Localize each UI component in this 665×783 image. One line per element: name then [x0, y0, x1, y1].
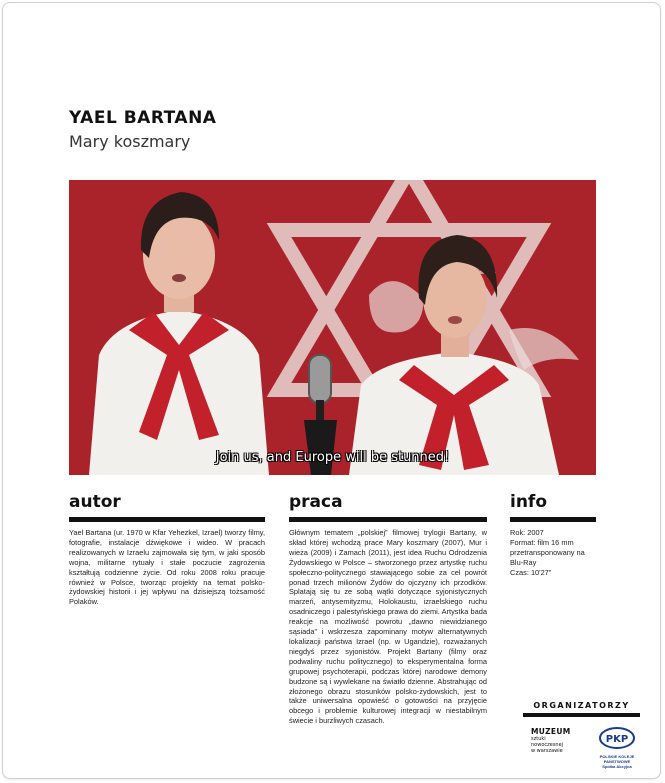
info-section	[510, 492, 596, 578]
autor-section	[69, 492, 265, 607]
film-still-image	[69, 180, 596, 475]
praca-text: Głównym tematem „polskiej” filmowej trylogii Bartany, w skład której wchodzą prace Mary koszmary (2007), Mur i wieża (2009) i Zamach (2011), jest idea Ruchu Odrodzenia Żydowskiego w Polsce – stworzonego przez artystkę ruchu społeczno-politycznego stawiającego sobie za cel powrót ponad trzech milionów Żydów do ojczyzny ich przodków. Splatają się tu ze sobą wątki dotyczące syjonistycznych marzeń, antysemityzmu, Holokaustu, izraelskiego ruchu osadniczego i palestyńskiego prawa do ziemi. Artystka bada reakcje na możliwość powrotu „dawno niewidzianego sąsiada” i wskrzesza zapominany motyw alternatywnych lokalizacji państwa Izrael (np. w Ugandzie), rozważanych niegdyś przez syjonistów. Projekt Bartany (filmy oraz podwaliny ruchu politycznego) to eksperymentalna forma grupowej psychoterapii, podczas której narodowe demony budzone są i wywlekane na światło dzienne. Abstrahując od złożonego obrazu stosunków polsko-żydowskich, jest to także uniwersalna opowieść o gotowości na przyjęcie obcego i problemie kulturowej integracji w niestabilnym świecie i burzliwych czasach.	[289, 528, 487, 726]
film-still	[69, 180, 596, 475]
video-subtitle: Join us, and Europe will be stunned!	[215, 450, 450, 465]
organizers-section	[523, 701, 640, 773]
info-line-year: Rok: 2007	[510, 528, 544, 537]
info-line-format: Format: film 16 mm przetransponowany na Blu-Ray	[510, 537, 585, 567]
work-title: Mary koszmary	[69, 132, 191, 151]
info-line-duration: Czas: 10'27"	[510, 567, 552, 577]
organizers-title: ORGANIZATORZY	[533, 701, 630, 710]
praca-heading: praca	[289, 492, 343, 512]
info-heading: info	[510, 492, 548, 512]
pkp-emblem-icon	[599, 727, 635, 749]
svg-text:PKP: PKP	[605, 734, 629, 745]
artist-name: YAEL BARTANA	[69, 108, 217, 128]
organizer-logos	[523, 727, 640, 773]
pkp-logo: PKP POLSKIE KOLEJE PAŃSTWOWE Spółka Akcyjna	[593, 727, 641, 769]
organizers-rule	[523, 713, 640, 717]
info-rule	[510, 517, 596, 522]
autor-text: Yael Bartana (ur. 1970 w Kfar Yehezkel, Izrael) tworzy filmy, fotografie, instalacje dźwiękowe i wideo. W pracach realizowanych w Izraelu zajmowała się tym, w jaki sposób wojna, militarne rytuały i stałe poczucie zagrożenia kształtują codzienne życie. Od roku 2008 roku pracuje również w Polsce, tworząc projekty na temat polsko-żydowskiej historii i jej wpływu na dzisiejszą tożsamość Polaków.	[69, 528, 265, 607]
autor-heading: autor	[69, 492, 121, 512]
praca-section	[289, 492, 487, 726]
muzeum-logo: MUZEUM sztuki nowoczesnej w warszawie	[531, 727, 571, 754]
praca-rule	[289, 517, 487, 522]
autor-rule	[69, 517, 265, 522]
